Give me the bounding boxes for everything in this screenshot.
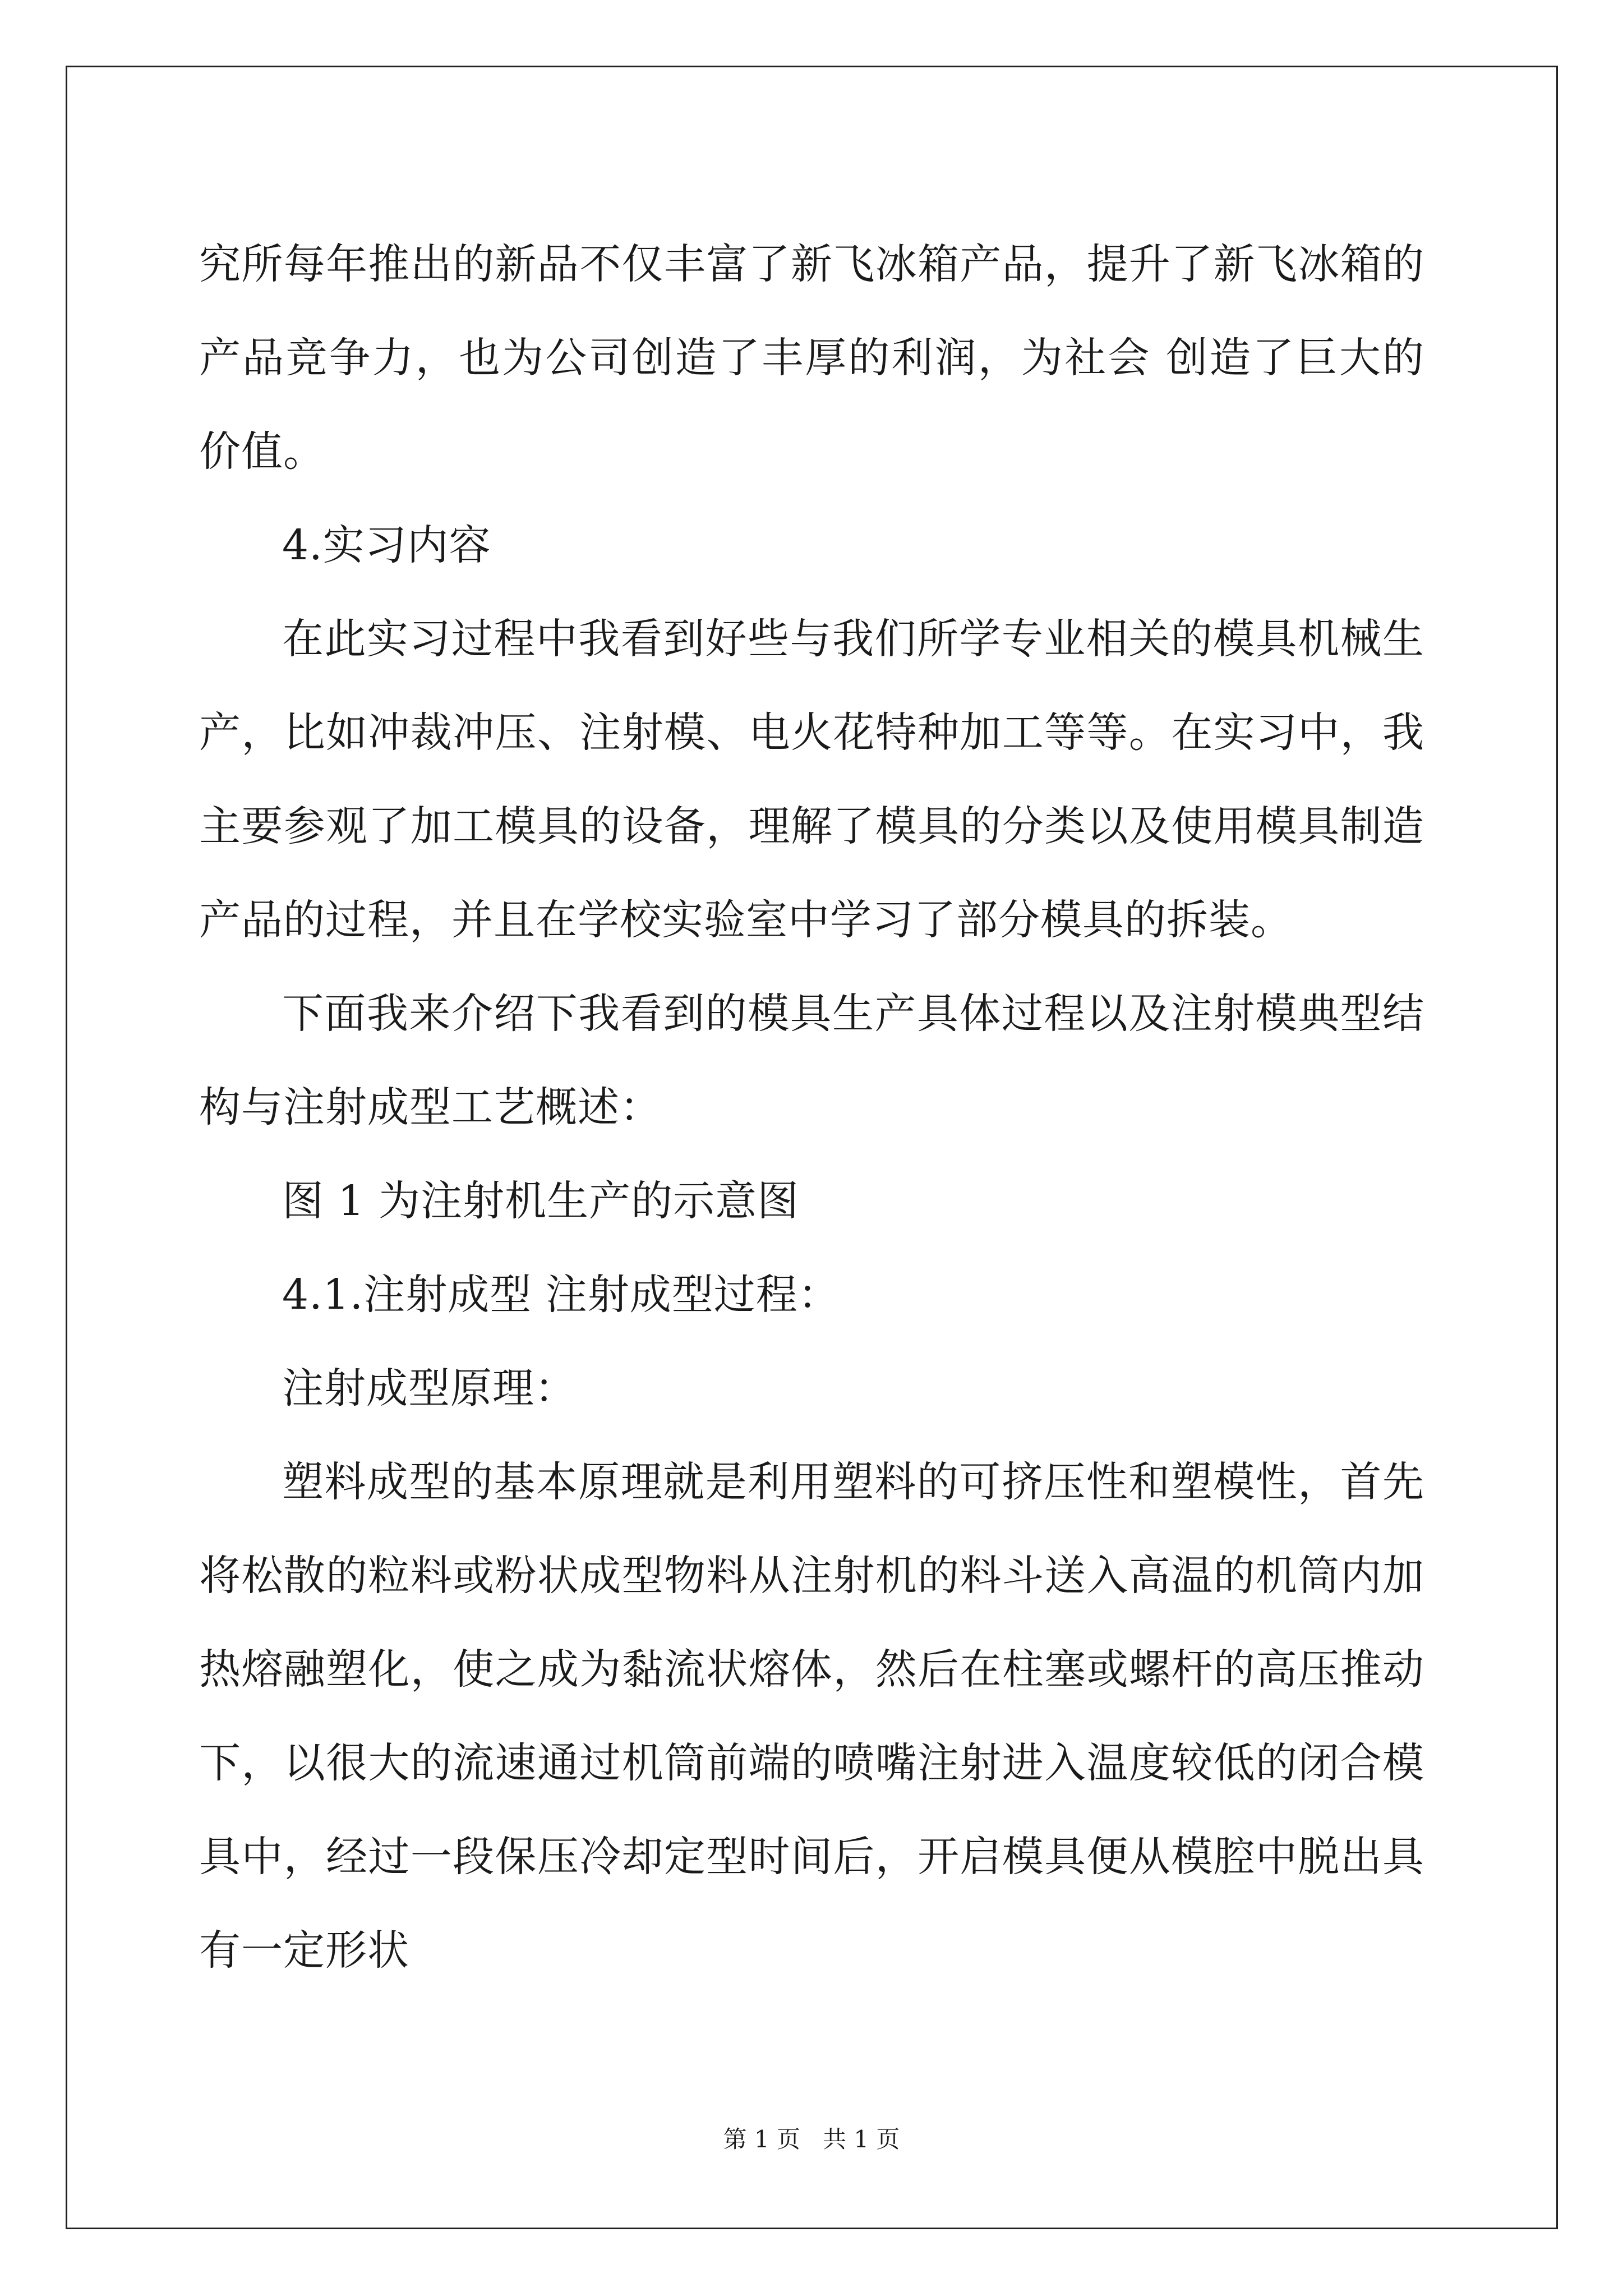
page-number-current: 第 1 页 <box>723 2125 800 2153</box>
paragraph-molding-principle: 塑料成型的基本原理就是利用塑料的可挤压性和塑模性，首先将松散的粒料或粉状成型物料从注射机的料斗送入高温的机筒内加热熔融塑化，使之成为黏流状熔体，然后在柱塞或螺杆的高压推动下，以很大的流速通过机筒前端的喷嘴注射进入温度较低的闭合模具中，经过一段保压冷却定型时间后，开启模具便从模腔中脱出具有一定形状 <box>199 1458 1424 1975</box>
page-number-total: 共 1 页 <box>823 2125 900 2153</box>
section-heading-internship-content: 4.实习内容 <box>282 521 491 569</box>
paragraph-internship-overview: 在此实习过程中我看到好些与我们所学专业相关的模具机械生产，比如冲裁冲压、注射模、电火花特种加工等等。在实习中，我主要参观了加工模具的设备，理解了模具的分类以及使用模具制造产品的过程，并且在学校实验室中学习了部分模具的拆装。 <box>199 615 1424 944</box>
page-footer <box>0 2125 1623 2154</box>
subsection-heading-injection-molding: 4.1.注射成型 注射成型过程： <box>282 1271 840 1319</box>
document-body <box>199 218 1424 1998</box>
figure-caption: 图 1 为注射机生产的示意图 <box>282 1177 800 1225</box>
paragraph-process-introduction: 下面我来介绍下我看到的模具生产具体过程以及注射模典型结构与注射成型工艺概述： <box>199 990 1424 1131</box>
subsection-heading-principle: 注射成型原理： <box>282 1364 577 1412</box>
paragraph-intro-continuation: 究所每年推出的新品不仅丰富了新飞冰箱产品，提升了新飞冰箱的产品竞争力，也为公司创造了丰厚的利润，为社会 创造了巨大的价值。 <box>199 240 1424 476</box>
